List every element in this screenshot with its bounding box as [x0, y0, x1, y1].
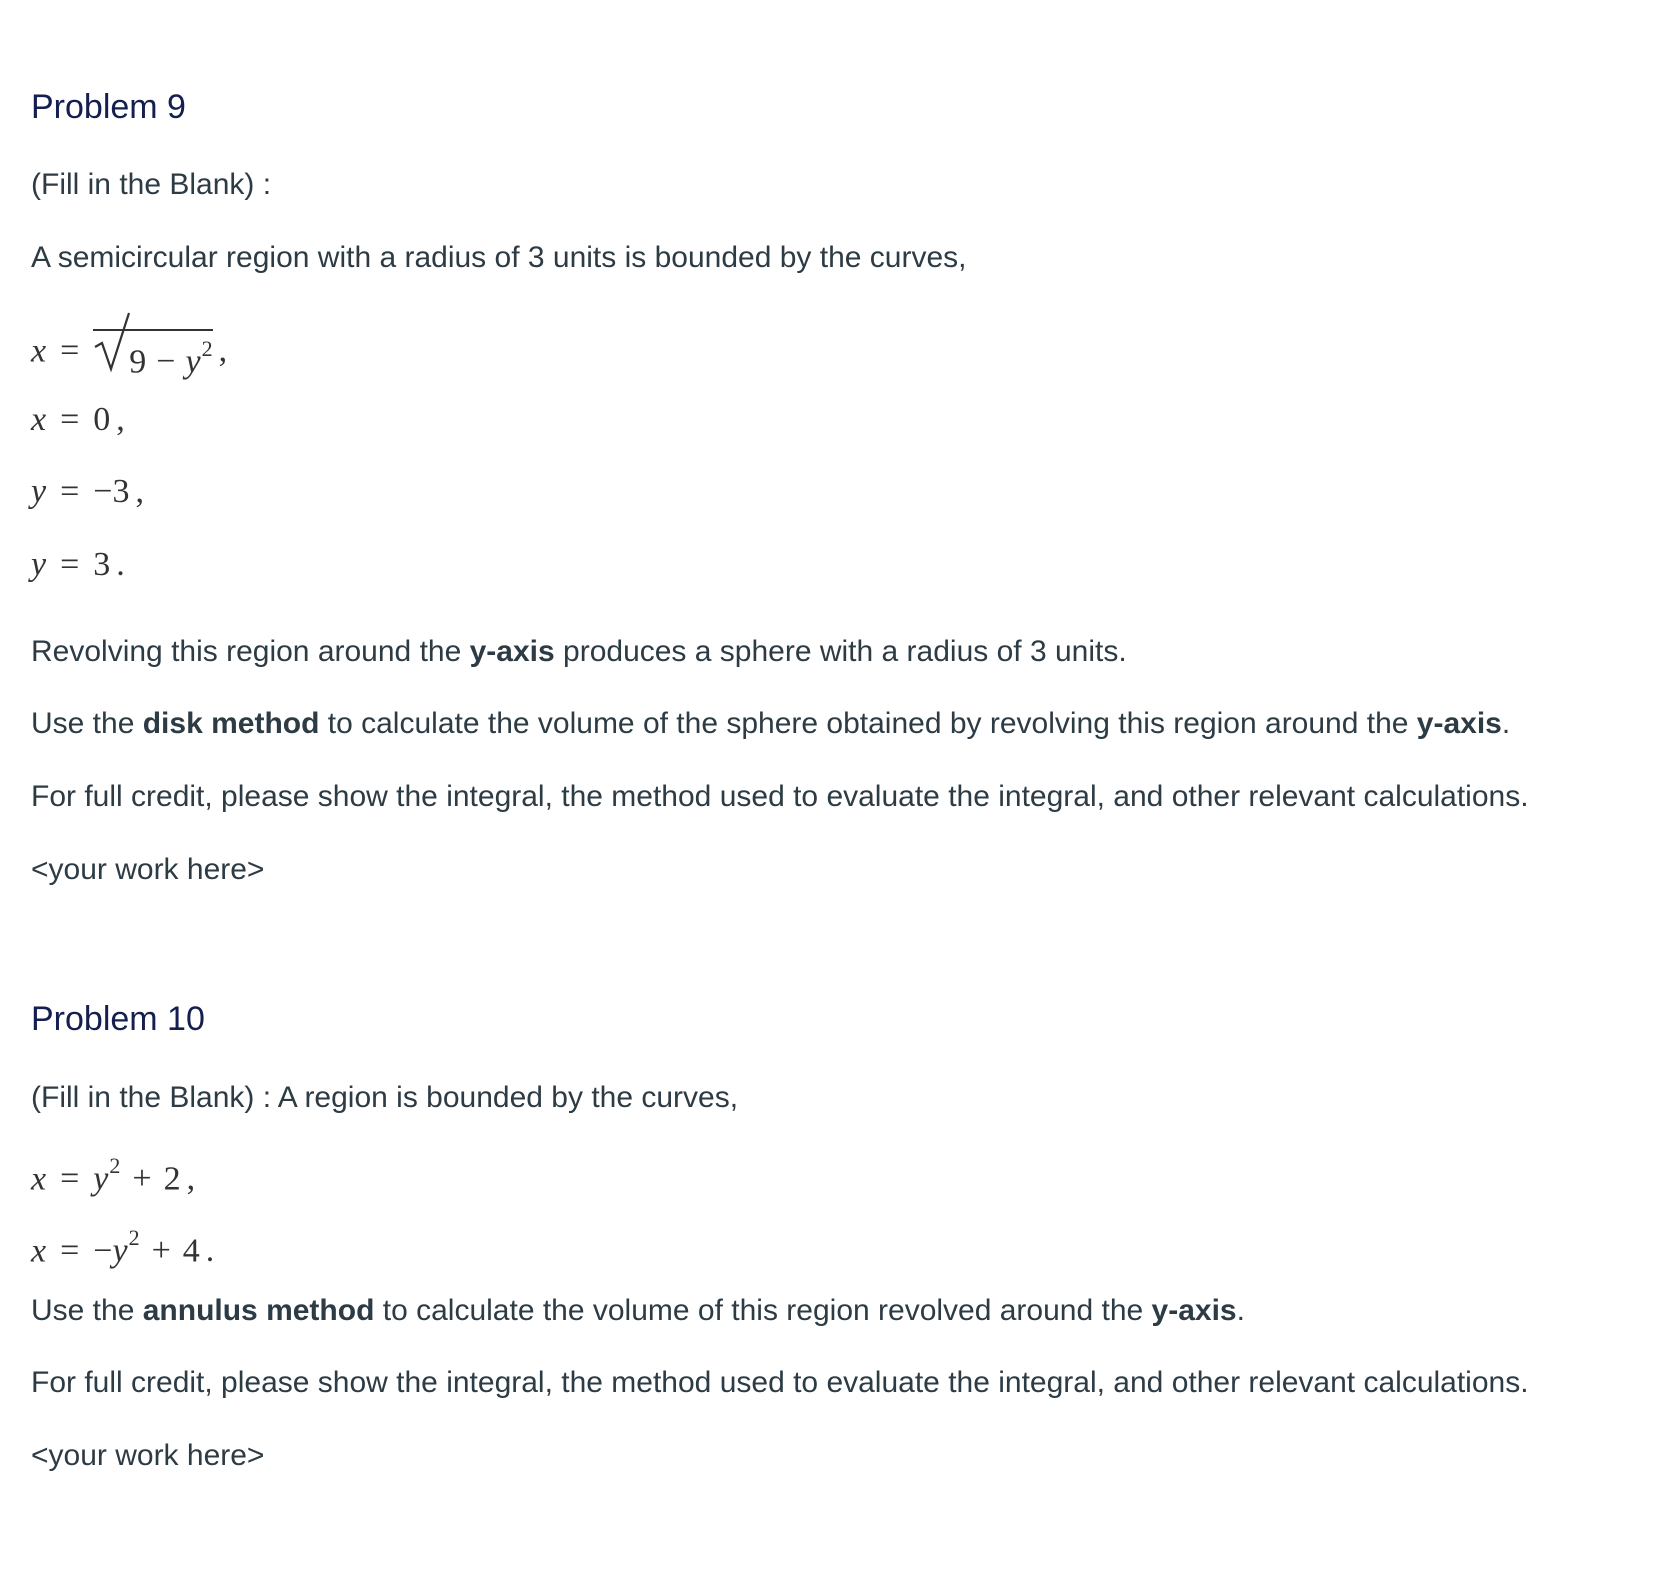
problem-9-title: Problem 9 [31, 88, 186, 126]
problem-9-credit-note: For full credit, please show the integral, the method used to evaluate the integral, and other relevant calculations. [31, 780, 1529, 813]
eq-punct: . [205, 1232, 215, 1270]
problem-9-instruction: Use the disk method to calculate the volume of the sphere obtained by revolving this region around the y-axis. [31, 707, 1511, 740]
square-root [93, 325, 212, 382]
eq-rel: = [60, 332, 80, 370]
problem-10-type-label: (Fill in the Blank) : A region is bounded by the curves, [31, 1081, 739, 1114]
eq-rhs: 0 [93, 401, 111, 438]
eq-rel: = [60, 1160, 80, 1198]
eq-lhs: x [31, 1232, 47, 1270]
emphasis-method: disk method [142, 707, 320, 740]
emphasis-axis: y-axis [1416, 707, 1502, 740]
emphasis-axis: y-axis [469, 635, 555, 668]
radicand-exp: 2 [201, 336, 213, 361]
eq-punct: . [116, 546, 125, 583]
problem-10-title: Problem 10 [31, 1000, 205, 1038]
eq-lhs: y [31, 546, 47, 583]
emphasis-method: annulus method [142, 1294, 375, 1327]
problem-10-equation-1 [31, 1150, 195, 1199]
problem-10-credit-note: For full credit, please show the integral, the method used to evaluate the integral, and other relevant calculations. [31, 1366, 1529, 1399]
eq-lhs: x [31, 332, 47, 370]
eq-exp: 2 [109, 1153, 121, 1178]
problem-9-equation-3 [31, 472, 144, 512]
radicand-minus: − [156, 343, 176, 381]
problem-9-equation-2 [31, 400, 125, 440]
eq-punct: , [218, 332, 228, 370]
eq-op: + [132, 1160, 152, 1198]
eq-punct: , [116, 401, 125, 438]
eq-punct: , [135, 473, 144, 510]
problem-9-revolve-text: Revolving this region around the y-axis produces a sphere with a radius of 3 units. [31, 635, 1127, 668]
eq-rhs: −3 [93, 473, 130, 510]
eq-const: 4 [182, 1232, 200, 1270]
radical-sign-icon [93, 311, 131, 373]
eq-op: + [151, 1232, 171, 1270]
radicand-constant: 9 [129, 343, 147, 381]
problem-9-equation-1 [31, 325, 227, 382]
eq-const: 2 [163, 1160, 181, 1198]
problem-9-equation-4 [31, 545, 125, 585]
problem-9-work-placeholder: <your work here> [31, 853, 265, 886]
eq-punct: , [186, 1160, 196, 1198]
eq-rel: = [60, 473, 80, 510]
radicand-var: y [185, 343, 201, 381]
problem-10-instruction: Use the annulus method to calculate the volume of this region revolved around the y-axis. [31, 1294, 1245, 1327]
problem-10-equation-2 [31, 1222, 214, 1271]
eq-lhs: y [31, 473, 47, 510]
eq-rhs: 3 [93, 546, 111, 583]
eq-rel: = [60, 1232, 80, 1270]
eq-rel: = [60, 401, 80, 438]
eq-rel: = [60, 546, 80, 583]
problem-9-type-label: (Fill in the Blank) : [31, 168, 272, 201]
problem-10-work-placeholder: <your work here> [31, 1439, 265, 1472]
eq-var: y [93, 1160, 109, 1198]
eq-lhs: x [31, 401, 47, 438]
eq-lhs: x [31, 1160, 47, 1198]
eq-var: y [112, 1232, 128, 1270]
eq-neg: − [93, 1232, 113, 1270]
eq-exp: 2 [128, 1225, 140, 1250]
emphasis-axis: y-axis [1151, 1294, 1237, 1327]
problem-9-intro: A semicircular region with a radius of 3 units is bounded by the curves, [31, 241, 967, 274]
